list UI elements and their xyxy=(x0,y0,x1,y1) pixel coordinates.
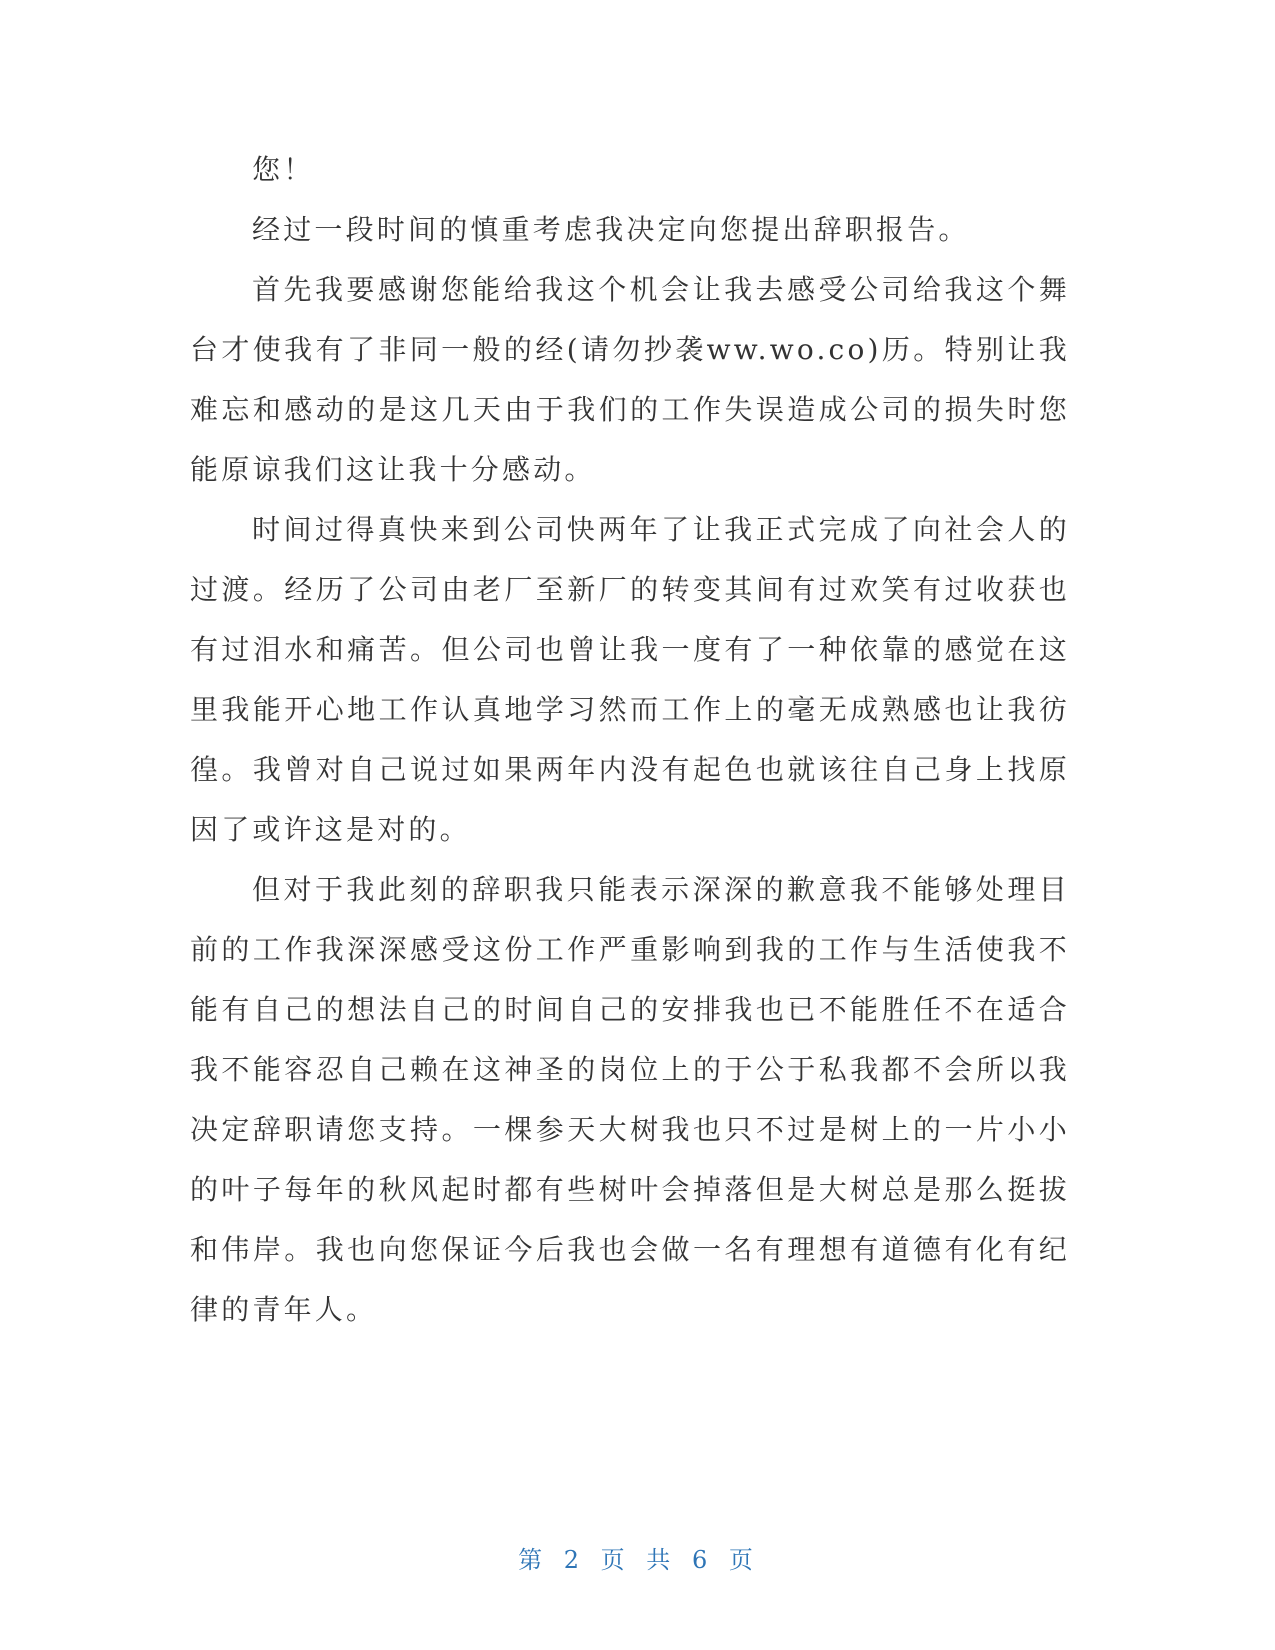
paragraph-thanks: 首先我要感谢您能给我这个机会让我去感受公司给我这个舞台才使我有了非同一般的经(请勿抄袭ww.wo.co)历。特别让我难忘和感动的是这几天由于我们的工作失误造成公司的损失时您能原谅我们这让我十分感动。 xyxy=(190,273,1070,486)
document-body xyxy=(190,140,1070,1340)
page-number-footer: 第 2 页 共 6 页 xyxy=(518,1546,757,1574)
paragraph-resignation: 但对于我此刻的辞职我只能表示深深的歉意我不能够处理目前的工作我深深感受这份工作严重影响到我的工作与生活使我不能有自己的想法自己的时间自己的安排我也已不能胜任不在适合我不能容忍自己赖在这神圣的岗位上的于公于私我都不会所以我决定辞职请您支持。一棵参天大树我也只不过是树上的一片小小的叶子每年的秋风起时都有些树叶会掉落但是大树总是那么挺拔和伟岸。我也向您保证今后我也会做一名有理想有道德有化有纪律的青年人。 xyxy=(190,873,1070,1326)
paragraph-experience: 时间过得真快来到公司快两年了让我正式完成了向社会人的过渡。经历了公司由老厂至新厂的转变其间有过欢笑有过收获也有过泪水和痛苦。但公司也曾让我一度有了一种依靠的感觉在这里我能开心地工作认真地学习然而工作上的毫无成熟感也让我彷徨。我曾对自己说过如果两年内没有起色也就该往自己身上找原因了或许这是对的。 xyxy=(190,513,1070,846)
paragraph-intro: 经过一段时间的慎重考虑我决定向您提出辞职报告。 xyxy=(252,213,970,246)
paragraph-salutation: 您！ xyxy=(252,153,315,186)
